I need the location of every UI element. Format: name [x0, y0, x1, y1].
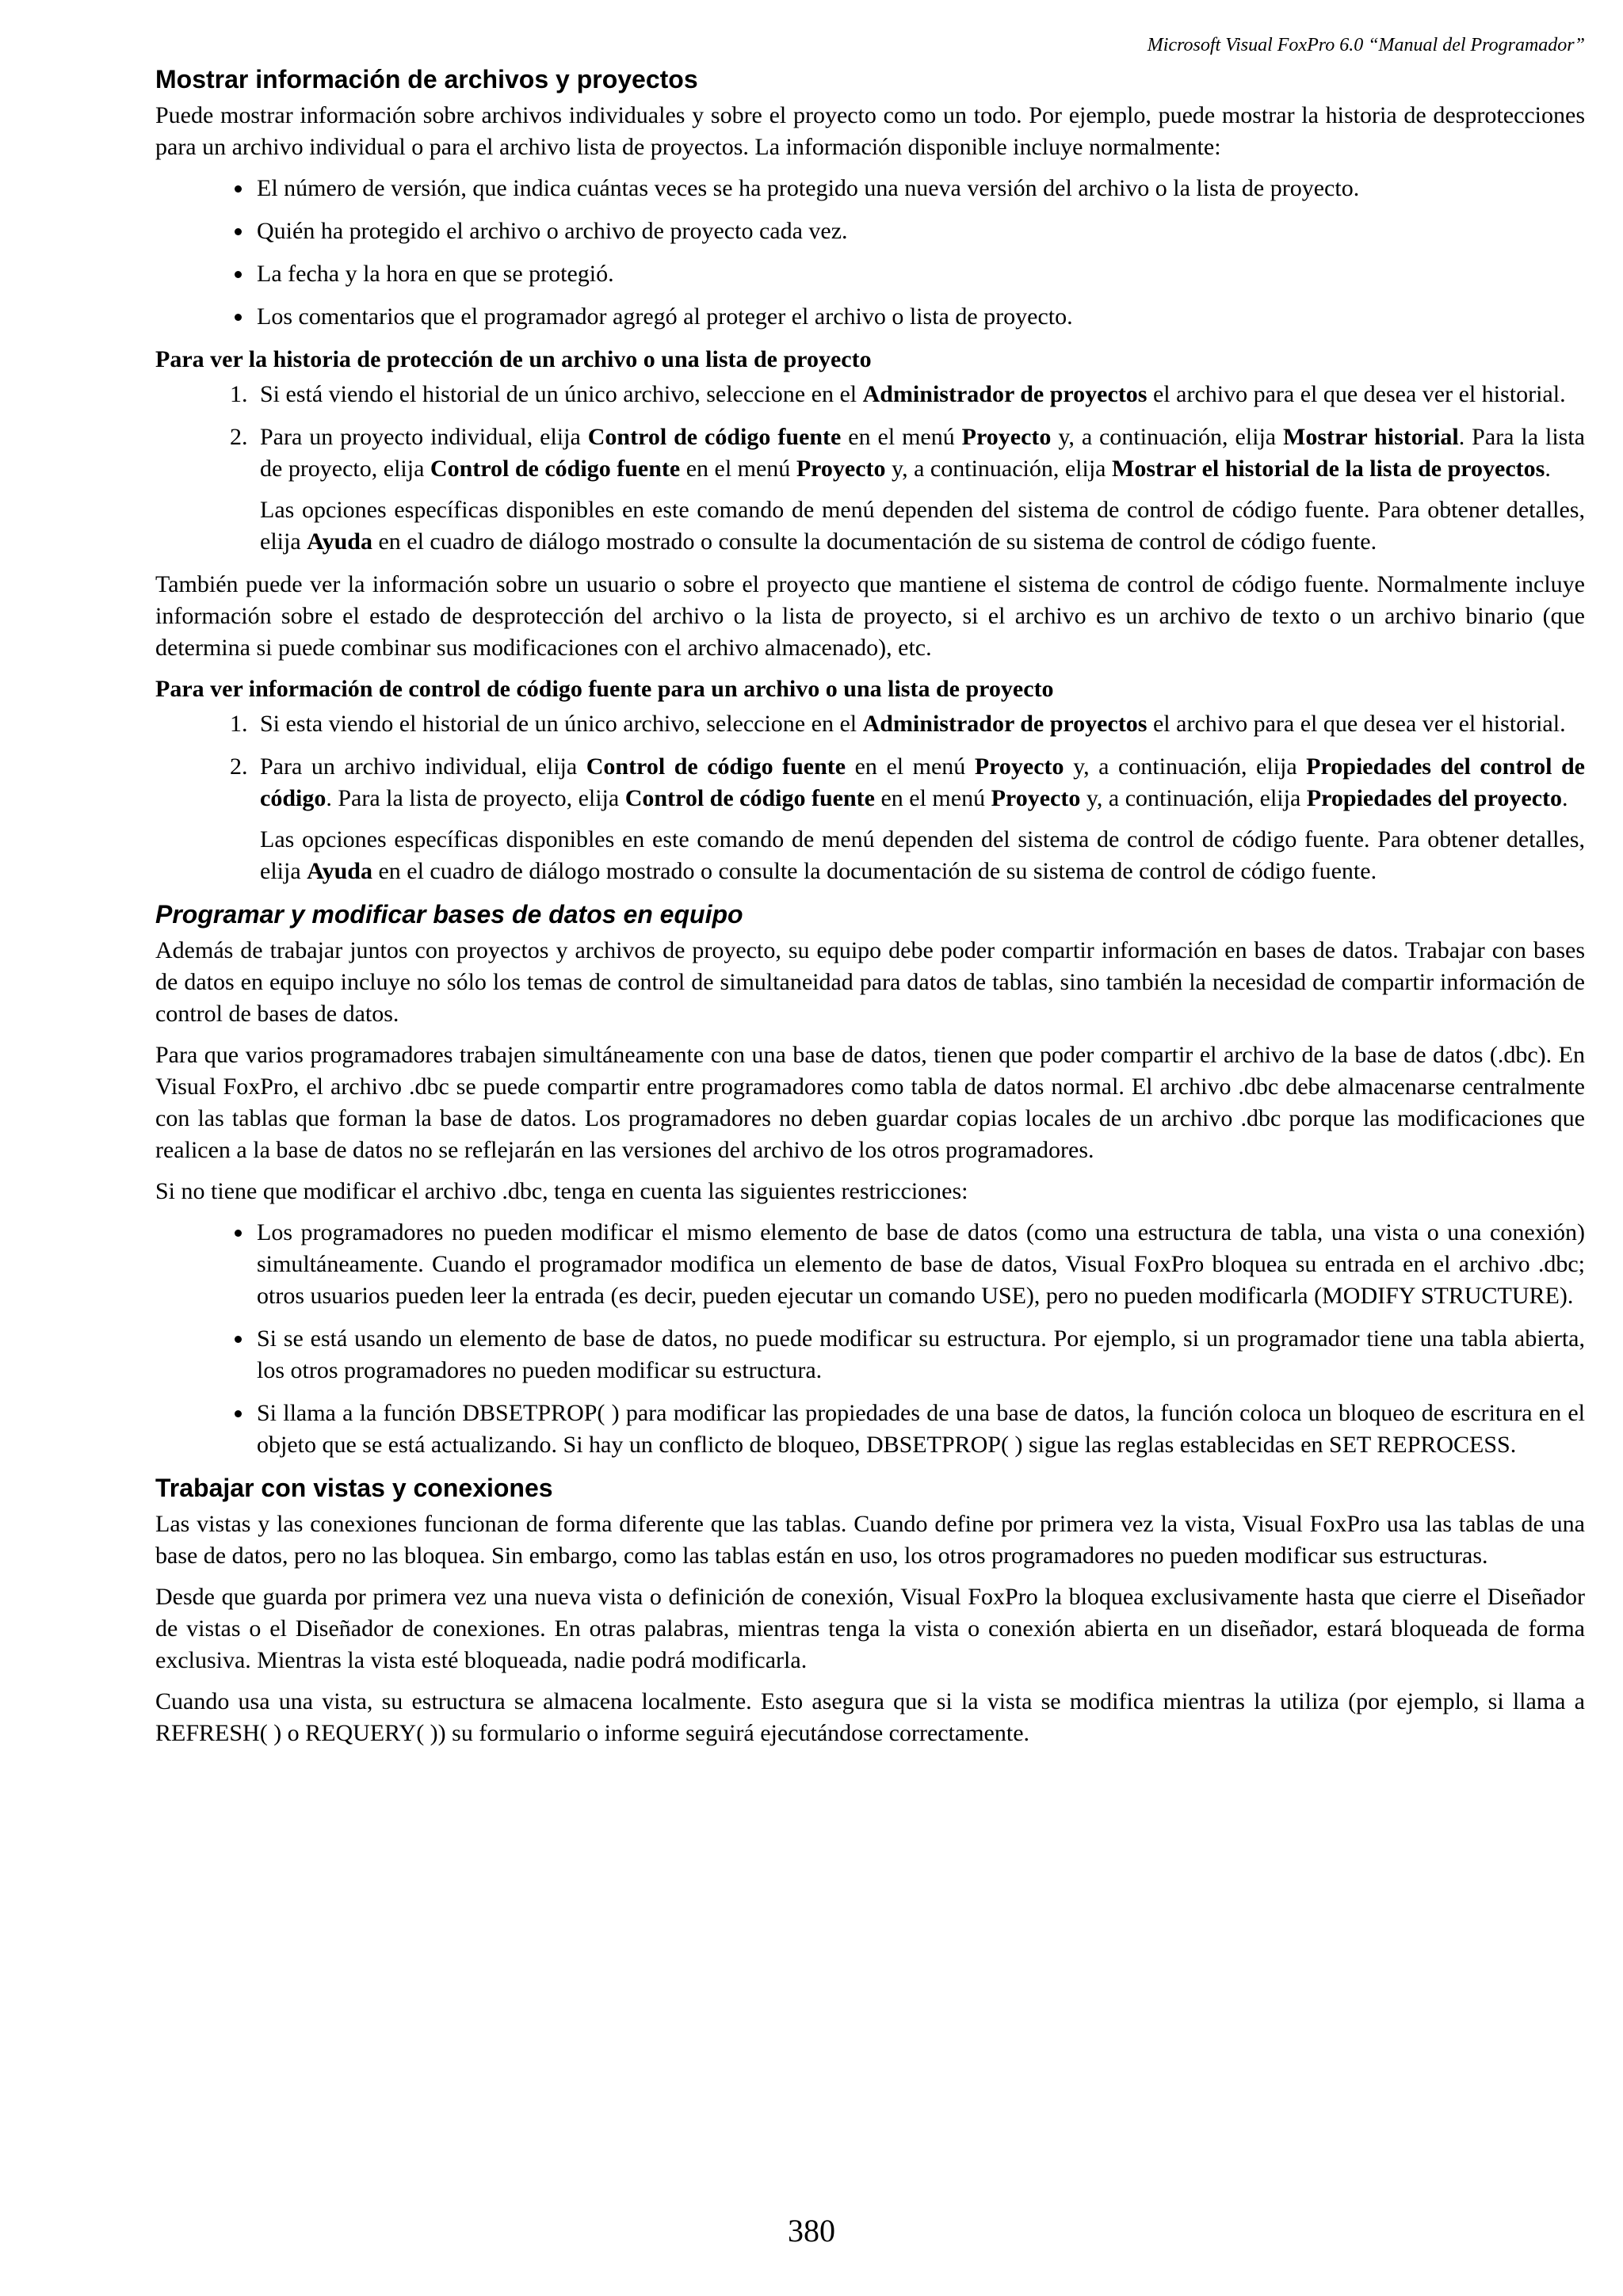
list-item: • Los programadores no pueden modificar el mismo elemento de base de datos (como una estructura de tabla, una vista o una conexión) simultáneamente. Cuando el programador modifica un elemento de base de datos, Visual FoxPro bloquea su entrada en el archivo .dbc; otros usuarios pueden leer la entrada (es decir, pueden ejecutar un comando USE), pero no pueden modificarla (MODIFY STRUCTURE). — [254, 1217, 1585, 1312]
section3-paragraph: Cuando usa una vista, su estructura se almacena localmente. Esto asegura que si la vista se modifica mientras la utiliza (por ejemplo, si llama a REFRESH( ) o REQUERY( )) su formulario o informe seguirá ejecutándose correctamente. — [155, 1688, 1585, 1746]
procedure1-steps — [155, 379, 1585, 558]
list-item: • El número de versión, que indica cuántas veces se ha protegido una nueva versión del archivo o la lista de proyecto. — [254, 173, 1585, 204]
paragraph-info-usuario: También puede ver la información sobre un usuario o sobre el proyecto que mantiene el sistema de control de código fuente. Normalmente incluye información sobre el estado de desprotección del archivo o la lista de proyecto, si el archivo es un archivo de texto o un archivo binario (que determina si puede combinar sus modificaciones con el archivo almacenado), etc. — [155, 571, 1585, 661]
procedure2-steps — [155, 708, 1585, 887]
section-heading-vistas-conexiones: Trabajar con vistas y conexiones — [155, 1474, 553, 1502]
running-header: Microsoft Visual FoxPro 6.0 “Manual del Programador” — [1147, 35, 1585, 55]
section2-bullet-list — [155, 1217, 1585, 1461]
section-heading-bases-de-datos: Programar y modificar bases de datos en equipo — [155, 900, 743, 929]
procedure-step-note: Las opciones específicas disponibles en este comando de menú dependen del sistema de control de código fuente. Para obtener detalles, elija Ayuda en el cuadro de diálogo mostrado o consulte la documentación de su sistema de control de código fuente. — [260, 826, 1585, 884]
section3-paragraph: Desde que guarda por primera vez una nueva vista o definición de conexión, Visual FoxPro la bloquea exclusivamente hasta que cierre el Diseñador de vistas o el Diseñador de conexiones. En otras palabras, mientras tenga la vista o conexión abierta en un diseñador, estará bloqueada de forma exclusiva. Mientras la vista esté bloqueada, nadie podrá modificarla. — [155, 1584, 1585, 1673]
procedure-heading-historia: Para ver la historia de protección de un archivo o una lista de proyecto — [155, 346, 872, 372]
section3-paragraph: Las vistas y las conexiones funcionan de forma diferente que las tablas. Cuando define por primera vez la vista, Visual FoxPro usa las tablas de una base de datos, pero no las bloquea. Sin embargo, como las tablas están en uso, los otros programadores no pueden modificar sus estructuras. — [155, 1511, 1585, 1569]
list-item: • Si se está usando un elemento de base de datos, no puede modificar su estructura. Por ejemplo, si un programador tiene una tabla abierta, los otros programadores no pueden modificar su estructura. — [254, 1323, 1585, 1386]
procedure-step: 1. Si esta viendo el historial de un único archivo, seleccione en el Administrador de proyectos el archivo para el que desea ver el historial. — [254, 708, 1585, 740]
section2-paragraph: Además de trabajar juntos con proyectos y archivos de proyecto, su equipo debe poder compartir información en bases de datos. Trabajar con bases de datos en equipo incluye no sólo los temas de control de simultaneidad para datos de tablas, sino también la necesidad de compartir información de control de bases de datos. — [155, 937, 1585, 1027]
section1-intro: Puede mostrar información sobre archivos individuales y sobre el proyecto como un todo. Por ejemplo, puede mostrar la historia de desprotecciones para un archivo individual o para el archivo lista de proyectos. La información disponible incluye normalmente: — [155, 102, 1585, 160]
list-item: • Si llama a la función DBSETPROP( ) para modificar las propiedades de una base de datos, la función coloca un bloqueo de escritura en el objeto que se está actualizando. Si hay un conflicto de bloqueo, DBSETPROP( ) sigue las reglas establecidas en SET REPROCESS. — [254, 1398, 1585, 1461]
section2-paragraph: Para que varios programadores trabajen simultáneamente con una base de datos, tienen que poder compartir el archivo de la base de datos (.dbc). En Visual FoxPro, el archivo .dbc se puede compartir entre programadores como tabla de datos normal. El archivo .dbc debe almacenarse centralmente con las tablas que forman la base de datos. Los programadores no deben guardar copias locales de un archivo .dbc porque las modificaciones que realicen a la base de datos no se reflejarán en las versiones del archivo de los otros programadores. — [155, 1042, 1585, 1163]
procedure-step: 2. Para un proyecto individual, elija Control de código fuente en el menú Proyecto y, a continuación, elija Mostrar historial. Para la lista de proyecto, elija Control de código fuente en el menú Proyecto y, a continuación, elija Mostrar el historial de la lista de proyectos. Las opciones específicas disponibles en este comando de menú dependen del sistema de control de código fuente. Para obtener detalles, elija Ayuda en el cuadro de diálogo mostrado o consulte la documentación de su sistema de control de código fuente. — [254, 421, 1585, 558]
procedure-heading-control-codigo: Para ver información de control de código fuente para un archivo o una lista de proyecto — [155, 676, 1054, 702]
procedure-step: 2. Para un archivo individual, elija Control de código fuente en el menú Proyecto y, a continuación, elija Propiedades del control de código. Para la lista de proyecto, elija Control de código fuente en el menú Proyecto y, a continuación, elija Propiedades del proyecto. Las opciones específicas disponibles en este comando de menú dependen del sistema de control de código fuente. Para obtener detalles, elija Ayuda en el cuadro de diálogo mostrado o consulte la documentación de su sistema de control de código fuente. — [254, 751, 1585, 887]
section1-bullet-list — [155, 173, 1585, 333]
list-item: • Los comentarios que el programador agregó al proteger el archivo o lista de proyecto. — [254, 301, 1585, 333]
list-item: • La fecha y la hora en que se protegió. — [254, 258, 1585, 290]
section2-paragraph: Si no tiene que modificar el archivo .dbc, tenga en cuenta las siguientes restricciones: — [155, 1178, 968, 1204]
procedure-step-note: Las opciones específicas disponibles en este comando de menú dependen del sistema de control de código fuente. Para obtener detalles, elija Ayuda en el cuadro de diálogo mostrado o consulte la documentación de su sistema de control de código fuente. — [260, 497, 1585, 555]
list-item: • Quién ha protegido el archivo o archivo de proyecto cada vez. — [254, 215, 1585, 247]
page-number: 380 — [788, 2213, 835, 2248]
section-heading-mostrar-informacion: Mostrar información de archivos y proyectos — [155, 65, 698, 93]
procedure-step: 1. Si está viendo el historial de un único archivo, seleccione en el Administrador de proyectos el archivo para el que desea ver el historial. — [254, 379, 1585, 410]
